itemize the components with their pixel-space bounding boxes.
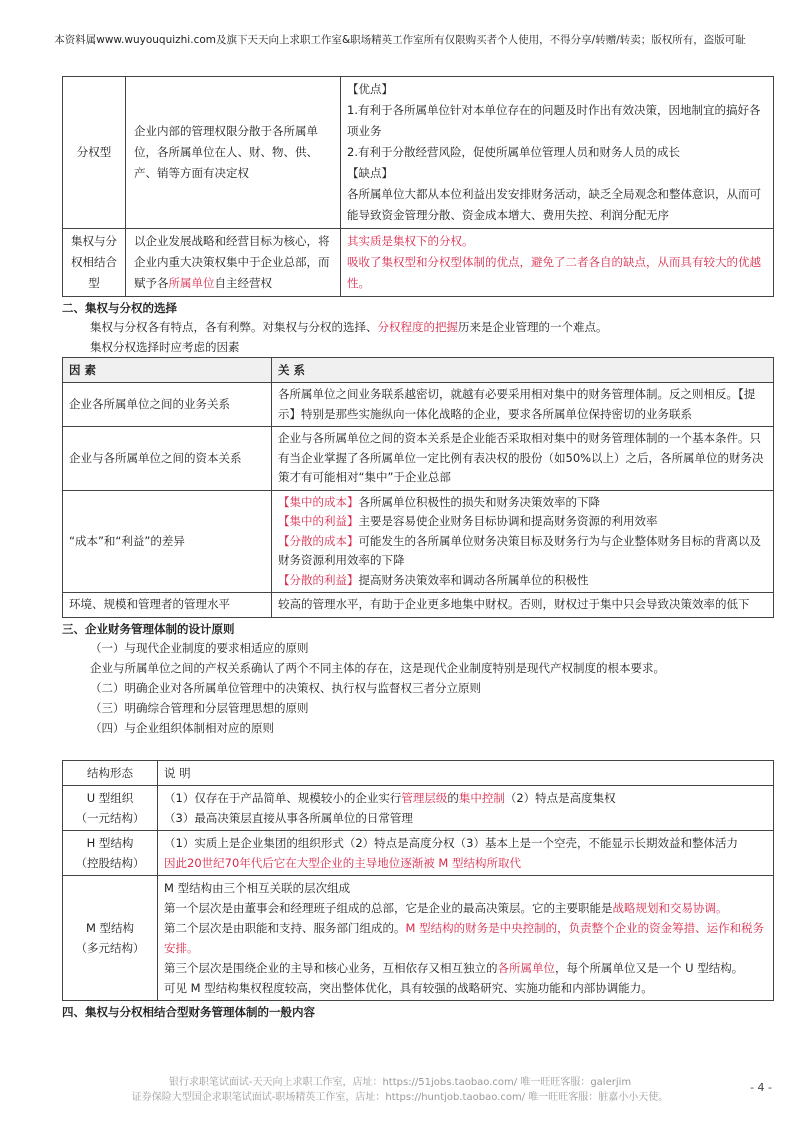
factor-cell: 企业与各所属单位之间的资本关系 (63, 427, 272, 491)
table-row (63, 229, 774, 297)
list-item: 【缺点】 (347, 166, 393, 180)
structure-name: H 型结构 （控股结构） (63, 830, 158, 875)
table-row (63, 785, 774, 830)
list-item: 1.有利于各所属单位针对本单位存在的问题及时作出有效决策，因地制宜的搞好各项业务 (347, 103, 761, 138)
type-name: 分权型 (63, 77, 126, 229)
table-row (63, 593, 774, 618)
table-header-row (63, 760, 774, 785)
list-item: M 型结构由三个相互关联的层次组成 (164, 880, 351, 895)
organization-structure-table (62, 760, 774, 1001)
list-item: 【集中的利益】主要是容易使企业财务目标协调和提高财务资源的利用效率 (278, 514, 658, 528)
type-description: 以企业发展战略和经营目标为核心，将企业内重大决策权集中于企业总部，而赋予各所属单位自主经营权 (126, 229, 341, 297)
column-header: 结构形态 (63, 760, 158, 785)
document-body (62, 76, 774, 1021)
list-item: （3）最高决策层直接从事各所属单位的日常管理 (164, 810, 413, 825)
structure-description (158, 875, 774, 1000)
relation-cell: 各所属单位之间业务联系越密切，就越有必要采用相对集中的财务管理体制。反之则相反。【提示】特别是那些实施纵向一体化战略的企业，要求各所属单位保持密切的业务联系 (272, 383, 774, 427)
list-item: 第二个层次是由职能和支持、服务部门组成的。M 型结构的财务是中央控制的，负责整个企业的资金筹措、运作和税务安排。 (164, 920, 765, 955)
list-item: （1）仅存在于产品简单、规模较小的企业实行管理层级的集中控制（2）特点是高度集权 (164, 790, 616, 805)
list-item: 其实质是集权下的分权。 (347, 234, 474, 248)
section-heading: 二、集权与分权的选择 (62, 301, 177, 315)
structure-name: U 型组织 （一元结构） (63, 785, 158, 830)
list-item: 2.有利于分散经营风险，促使所属单位管理人员和财务人员的成长 (347, 145, 680, 159)
paragraph: 集权分权选择时应考虑的因素 (90, 340, 240, 354)
page-header-notice: 本资料属www.wuyouquizhi.com及旗下天天向上求职工作室&职场精英工作室所有仅限购买者个人使用，不得分享/转赠/转卖；版权所有，盗版可耻 (54, 34, 746, 46)
factor-cell: 企业各所属单位之间的业务关系 (63, 383, 272, 427)
page-number: - 4 - (750, 1081, 772, 1094)
section-heading: 四、集权与分权相结合型财务管理体制的一般内容 (62, 1004, 315, 1019)
list-item: （1）实质上是企业集团的组织形式（2）特点是高度分权（3）基本上是一个空壳，不能显示长期效益和整体活力 (164, 835, 738, 850)
table-row (63, 875, 774, 1000)
list-item: 【集中的成本】各所属单位积极性的损失和财务决策效率的下降 (278, 494, 600, 509)
centralization-type-table (62, 76, 774, 297)
page-footer (0, 1075, 800, 1105)
table-row (63, 490, 774, 593)
list-item: 可见 M 型结构集权程度较高，突出整体优化，具有较强的战略研究、实施功能和内部协调能力。 (164, 980, 653, 995)
column-header: 说 明 (158, 760, 774, 785)
factor-cell: “成本”和“利益”的差异 (63, 490, 272, 593)
list-item: 【分散的利益】提高财务决策效率和调动各所属单位的积极性 (278, 572, 589, 587)
list-item: （一）与现代企业制度的要求相适应的原则 (90, 640, 309, 655)
list-item: 【分散的成本】可能发生的各所属单位财务决策目标及财务行为与企业整体财务目标的背离以及财务资源利用效率的下降 (278, 533, 761, 567)
table-row (63, 383, 774, 427)
list-item: 因此20世纪70年代后它在大型企业的主导地位逐渐被 M 型结构所取代 (164, 855, 521, 870)
table-row (63, 427, 774, 491)
type-name: 集权与分权相结合型 (63, 229, 126, 297)
paragraph: 集权与分权各有特点，各有利弊。对集权与分权的选择、分权程度的把握历来是企业管理的一个难点。 (90, 320, 608, 334)
table-row (63, 77, 774, 229)
relation-cell: 企业与各所属单位之间的资本关系是企业能否采取相对集中的财务管理体制的一个基本条件。只有当企业掌握了各所属单位一定比例有表决权的股份（如50%以上）之后，各所属单位的财务决策才有可能相对“集中”于企业总部 (272, 427, 774, 491)
table-row (63, 830, 774, 875)
factors-table (62, 357, 774, 618)
type-description: 企业内部的管理权限分散于各所属单位，各所属单位在人、财、物、供、产、销等方面有决定权 (126, 77, 341, 229)
column-header: 关 系 (272, 358, 774, 383)
column-header: 因 素 (63, 358, 272, 383)
relation-cell: 较高的管理水平，有助于企业更多地集中财权。否则，财权过于集中只会导致决策效率的低下 (272, 593, 774, 618)
list-item: 【优点】 (347, 82, 393, 96)
list-item: 吸收了集权型和分权型体制的优点，避免了二者各自的缺点，从而具有较大的优越性。 (347, 255, 761, 290)
factor-cell: 环境、规模和管理者的管理水平 (63, 593, 272, 618)
table-header-row (63, 358, 774, 383)
list-item: （二）明确企业对各所属单位管理中的决策权、执行权与监督权三者分立原则 (90, 680, 481, 695)
list-item: 各所属单位大都从本位利益出发安排财务活动，缺乏全局观念和整体意识，从而可能导致资金管理分散、资金成本增大、费用失控、利润分配无序 (347, 187, 761, 222)
structure-description (158, 830, 774, 875)
list-item: 第三个层次是围绕企业的主导和核心业务，互相依存又相互独立的各所属单位，每个所属单位又是一个 U 型结构。 (164, 960, 744, 975)
paragraph: 企业与所属单位之间的产权关系确认了两个不同主体的存在，这是现代企业制度特别是现代产权制度的根本要求。 (90, 660, 665, 675)
structure-name: M 型结构 （多元结构） (63, 875, 158, 1000)
list-item: （三）明确综合管理和分层管理思想的原则 (90, 700, 309, 715)
relation-cell (272, 490, 774, 593)
footer-line: 证券保险大型国企求职笔试面试-职场精英工作室，店址：https://huntjob.taobao.com/ 唯一旺旺客服：脏嘉小小天使。 (131, 1092, 669, 1103)
structure-description (158, 785, 774, 830)
type-evaluation (341, 77, 774, 229)
section-heading: 三、企业财务管理体制的设计原则 (62, 621, 235, 636)
list-item: 第一个层次是由董事会和经理班子组成的总部，它是企业的最高决策层。它的主要职能是战略规划和交易协调。 (164, 900, 728, 915)
type-evaluation (341, 229, 774, 297)
list-item: （四）与企业组织体制相对应的原则 (90, 720, 274, 735)
footer-line: 银行求职笔试面试-天天向上求职工作室，店址：https://51jobs.taobao.com/ 唯一旺旺客服：galerjim (168, 1077, 632, 1088)
